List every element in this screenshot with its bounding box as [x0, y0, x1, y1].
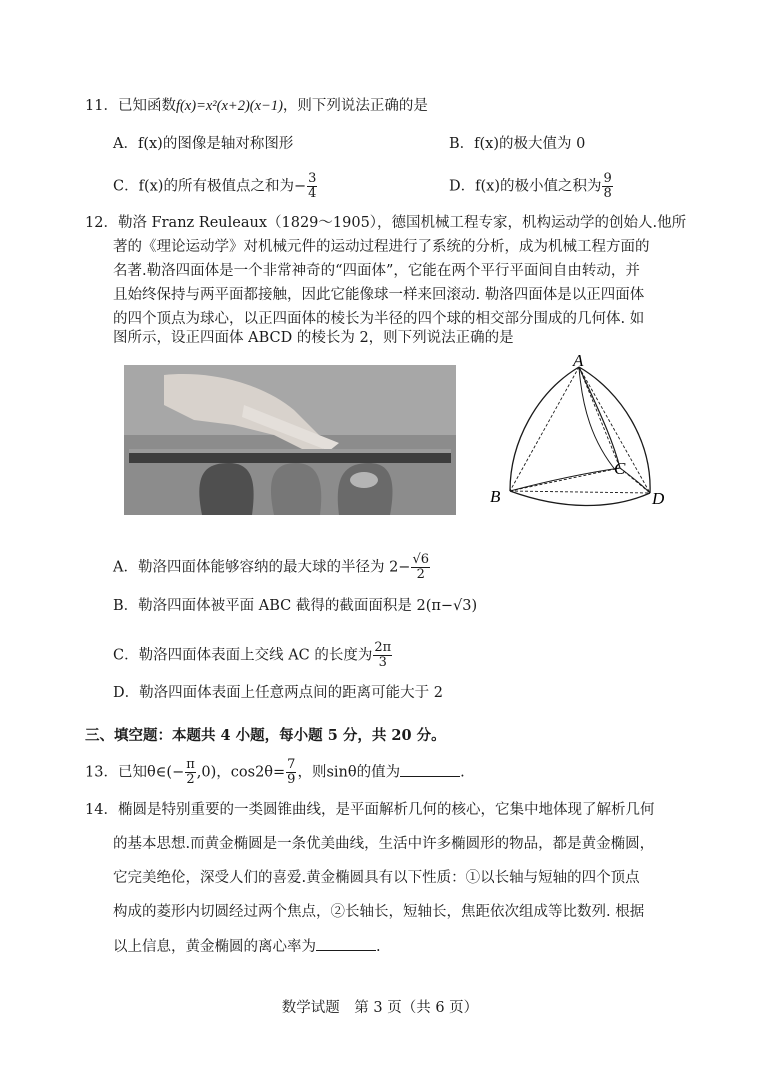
fraction-denominator: 2 — [186, 772, 195, 787]
q12-option-a — [113, 553, 431, 582]
q12-option-c-fraction — [373, 641, 392, 670]
fraction-numerator: 7 — [287, 757, 296, 772]
chord-bd — [510, 491, 650, 493]
chord-bc — [510, 468, 620, 491]
q13-end: . — [460, 764, 465, 781]
q13-pi-fraction — [185, 758, 196, 787]
vertex-label-c: C — [614, 459, 626, 478]
q11-formula: f(x)=x²(x+2)(x−1) — [175, 98, 283, 114]
fraction-numerator: 9 — [603, 171, 612, 186]
edge-ac-back — [579, 367, 617, 472]
chord-ab — [510, 367, 579, 491]
q11-option-c-text: C．f(x)的所有极值点之和为− — [113, 178, 307, 195]
q14-line-1: 14．椭圆是特别重要的一类圆锥曲线，是平面解析几何的核心，它集中地体现了解析几何 — [85, 802, 655, 818]
q13-suffix: ，则sinθ的值为 — [297, 764, 401, 781]
q12-line-6: 图所示，设正四面体 ABCD 的棱长为 2，则下列说法正确的是 — [113, 330, 514, 346]
q13-prefix: 13．已知θ∈(− — [85, 764, 185, 781]
fraction-denominator: 8 — [603, 186, 612, 201]
q11-stem — [85, 96, 428, 116]
section-heading: 三、填空题：本题共 4 小题，每小题 5 分，共 20 分。 — [85, 727, 446, 744]
q14-line-5 — [113, 936, 381, 957]
reuleaux-tetrahedron-diagram — [482, 352, 682, 512]
q11-option-c-fraction — [307, 172, 317, 201]
q11-suffix: ，则下列说法正确的是 — [282, 98, 428, 114]
fraction-denominator: 3 — [378, 655, 387, 670]
q14-line-2: 的基本思想.而黄金椭圆是一条优美曲线，生活中许多椭圆形的物品，都是黄金椭圆， — [113, 836, 655, 852]
page-footer: 数学试题 第 3 页（共 6 页） — [281, 1000, 479, 1016]
q14-answer-blank[interactable] — [316, 936, 376, 951]
q13-answer-blank[interactable] — [400, 762, 460, 777]
q13-cos-fraction — [286, 758, 296, 787]
vertex-label-a: A — [573, 352, 584, 370]
fraction-numerator: √6 — [412, 552, 430, 567]
fraction-numerator: 2π — [374, 640, 392, 655]
q12-option-b: B．勒洛四面体被平面 ABC 截得的截面面积是 2(π−√3) — [113, 598, 478, 614]
q11-option-d-fraction — [602, 172, 612, 201]
reuleaux-photo — [124, 365, 456, 515]
fraction-denominator: 4 — [308, 186, 317, 201]
fraction-numerator: 3 — [308, 171, 317, 186]
q12-option-c-text: C．勒洛四面体表面上交线 AC 的长度为 — [113, 647, 373, 664]
vertex-label-d: D — [652, 489, 665, 508]
q14-line-4: 构成的菱形内切圆经过两个焦点，②长轴长，短轴长，焦距依次组成等比数列. 根据 — [113, 904, 645, 920]
q12-line-1: 12．勒洛 Franz Reuleaux（1829～1905），德国机械工程专家，机构运动学的创始人.他所 — [85, 215, 687, 231]
q14-line-5-text: 以上信息，黄金椭圆的离心率为 — [113, 939, 316, 955]
fraction-denominator: 9 — [287, 772, 296, 787]
q11-option-c — [113, 172, 318, 201]
q12-line-5: 的四个顶点为球心，以正四面体的棱长为半径的四个球的相交部分围成的几何体. 如 — [113, 311, 645, 327]
q14-line-3: 它完美绝伦，深受人们的喜爱.黄金椭圆具有以下性质：①以长轴与短轴的四个顶点 — [113, 870, 640, 886]
fraction-numerator: π — [186, 757, 195, 772]
q12-line-3: 名著.勒洛四面体是一个非常神奇的“四面体”，它能在两个平行平面间自由转动，并 — [113, 263, 640, 279]
q11-option-b: B．f(x)的极大值为 0 — [449, 136, 586, 152]
q11-prefix: 11．已知函数 — [85, 98, 176, 114]
q13-stem — [85, 758, 465, 787]
q11-option-d-text: D．f(x)的极小值之积为 — [449, 178, 602, 195]
vertex-label-b: B — [490, 487, 501, 506]
reuleaux-photo-drawing — [124, 365, 456, 515]
q12-line-4: 且始终保持与两平面都接触，因此它能像球一样来回滚动. 勒洛四面体是以正四面体 — [113, 287, 645, 303]
q12-line-2: 著的《理论运动学》对机械元件的运动过程进行了系统的分析，成为机械工程方面的 — [113, 239, 650, 255]
fraction-denominator: 2 — [416, 567, 425, 582]
q11-option-d — [449, 172, 614, 201]
q12-option-a-fraction — [411, 553, 430, 582]
edge-bd — [510, 491, 650, 506]
q13-mid: ,0)，cos2θ= — [196, 764, 286, 781]
q12-option-a-text: A．勒洛四面体能够容纳的最大球的半径为 2− — [113, 559, 411, 576]
q14-end: . — [376, 939, 381, 955]
q11-option-a: A．f(x)的图像是轴对称图形 — [113, 136, 294, 152]
q12-option-d: D．勒洛四面体表面上任意两点间的距离可能大于 2 — [113, 685, 443, 701]
q12-option-c — [113, 641, 393, 670]
